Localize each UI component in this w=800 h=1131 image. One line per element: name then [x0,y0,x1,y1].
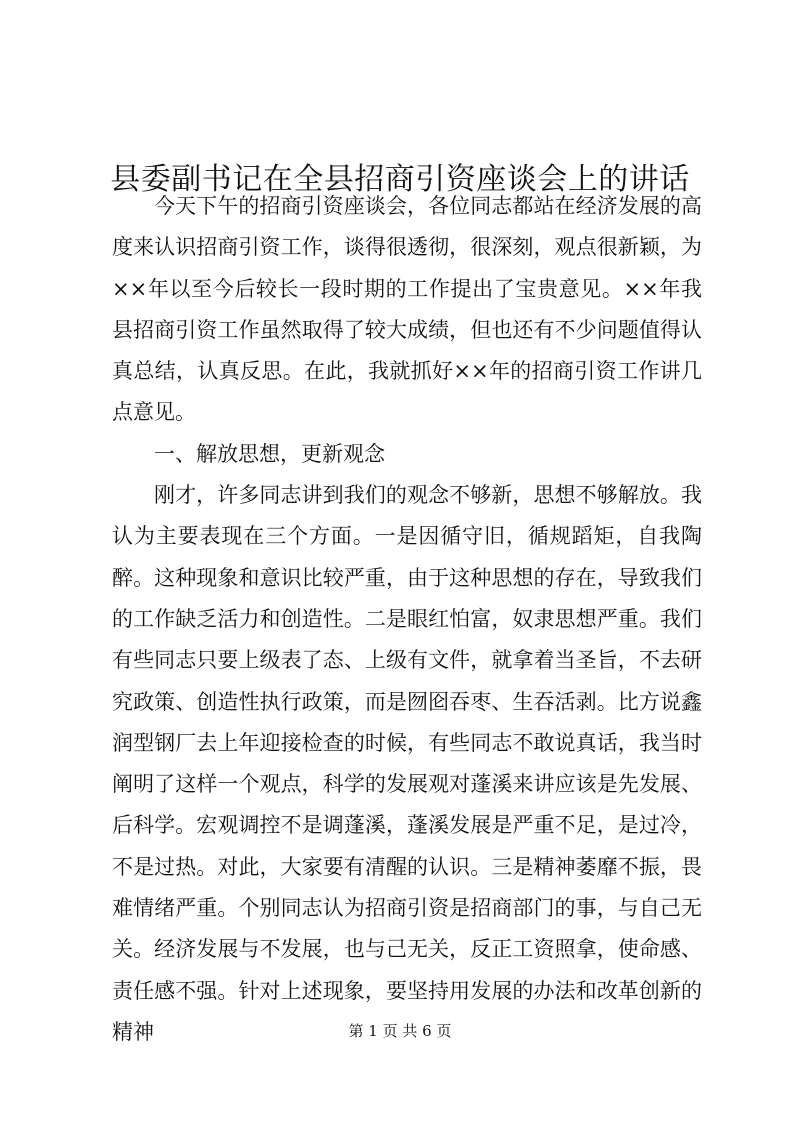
document-title: 县委副书记在全县招商引资座谈会上的讲话 [110,162,690,198]
paragraph-section-one: 刚才，许多同志讲到我们的观念不够新，思想不够解放。我认为主要表现在三个方面。一是因循守旧，循规蹈矩，自我陶醉。这种现象和意识比较严重，由于这种思想的存在，导致我们的工作缺乏活力和创造性。二是眼红怕富，奴隶思想严重。我们有些同志只要上级表了态、上级有文件，就拿着当圣旨，不去研究政策、创造性执行政策，而是囫囵吞枣、生吞活剥。比方说鑫润型钢厂去上年迎接检查的时候，有些同志不敢说真话，我当时阐明了这样一个观点，科学的发展观对蓬溪来讲应该是先发展、后科学。宏观调控不是调蓬溪，蓬溪发展是严重不足，是过冷，不是过热。对此，大家要有清醒的认识。三是精神萎靡不振，畏难情绪严重。个别同志认为招商引资是招商部门的事，与自己无关。经济发展与不发展，也与己无关，反正工资照拿，使命感、责任感不强。针对上述现象，要坚持用发展的办法和改革创新的精神 [112,483,702,1044]
paragraph-intro: 今天下午的招商引资座谈会，各位同志都站在经济发展的高度来认识招商引资工作，谈得很透彻，很深刻，观点很新颖，为××年以至今后较长一段时期的工作提出了宝贵意见。××年我县招商引资工作虽然取得了较大成绩，但也还有不少问题值得认真总结，认真反思。在此，我就抓好××年的招商引资工作讲几点意见。 [112,194,702,425]
page-number-footer: 第 1 页 共 6 页 [348,1022,452,1040]
section-heading: 一、解放思想，更新观念 [154,441,385,466]
document-body [112,186,702,1053]
